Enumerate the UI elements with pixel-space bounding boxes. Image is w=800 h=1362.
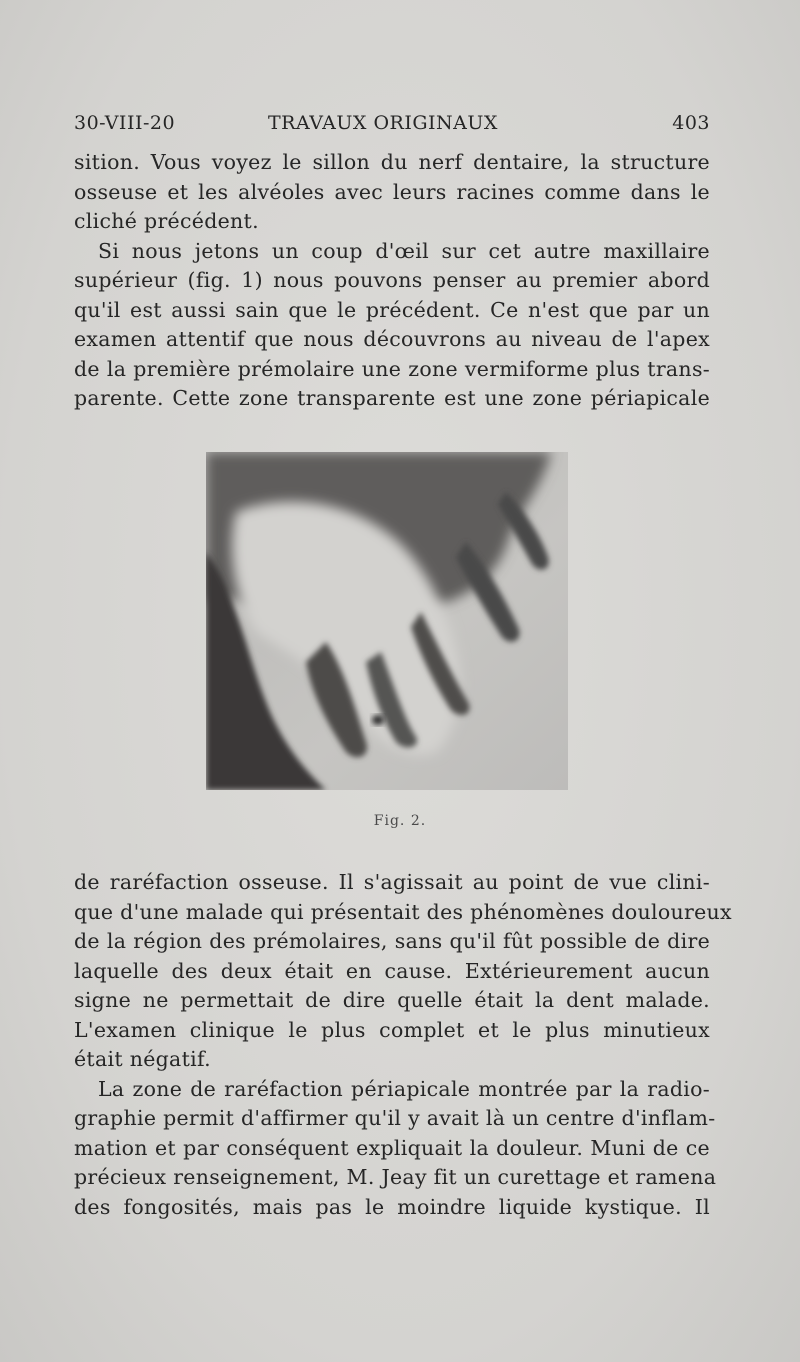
header-date: 30-VIII-20 — [74, 112, 176, 134]
text-line: graphie permit d'affirmer qu'il y avait là un centre d'inflam- — [74, 1106, 716, 1130]
text-line: parente. Cette zone transparente est une zone périapicale — [74, 386, 710, 410]
radiograph-image — [206, 452, 568, 790]
text-line: examen attentif que nous découvrons au niveau de l'apex — [74, 327, 710, 351]
text-line: signe ne permettait de dire quelle était la dent malade. — [74, 988, 710, 1012]
text-line: de la première prémolaire une zone vermiforme plus trans- — [74, 356, 710, 381]
text-line: mation et par conséquent expliquait la douleur. Muni de ce — [74, 1135, 710, 1160]
header-section-title: TRAVAUX ORIGINAUX — [268, 112, 498, 134]
text-line: laquelle des deux était en cause. Extérieurement aucun — [74, 958, 710, 983]
text-line: cliché précédent. — [74, 209, 259, 233]
text-line: était négatif. — [74, 1047, 211, 1071]
text-line: Si nous jetons un coup d'œil sur cet autre maxillaire — [98, 238, 710, 263]
text-line: précieux renseignement, M. Jeay fit un curettage et ramena — [74, 1165, 717, 1189]
figure-caption: Fig. 2. — [373, 813, 427, 829]
page-number: 403 — [672, 112, 710, 134]
text-line: sition. Vous voyez le sillon du nerf dentaire, la structure — [74, 150, 710, 174]
radiograph-figure — [206, 452, 568, 790]
text-line: que d'une malade qui présentait des phénomènes douloureux — [74, 899, 732, 924]
running-header — [74, 112, 714, 144]
text-line: des fongosités, mais pas le moindre liquide kystique. Il — [74, 1194, 710, 1219]
text-line: osseuse et les alvéoles avec leurs racines comme dans le — [74, 179, 710, 204]
body-text-top — [74, 148, 710, 414]
text-line: L'examen clinique le plus complet et le plus minutieux — [74, 1017, 710, 1042]
text-line: La zone de raréfaction périapicale montrée par la radio- — [98, 1076, 710, 1101]
text-line: de la région des prémolaires, sans qu'il fût possible de dire — [74, 929, 710, 953]
text-line: qu'il est aussi sain que le précédent. Ce n'est que par un — [74, 297, 710, 322]
text-line: de raréfaction osseuse. Il s'agissait au point de vue clini- — [74, 870, 710, 894]
text-line: supérieur (fig. 1) nous pouvons penser au premier abord — [74, 268, 710, 292]
body-text-bottom — [74, 868, 732, 1222]
